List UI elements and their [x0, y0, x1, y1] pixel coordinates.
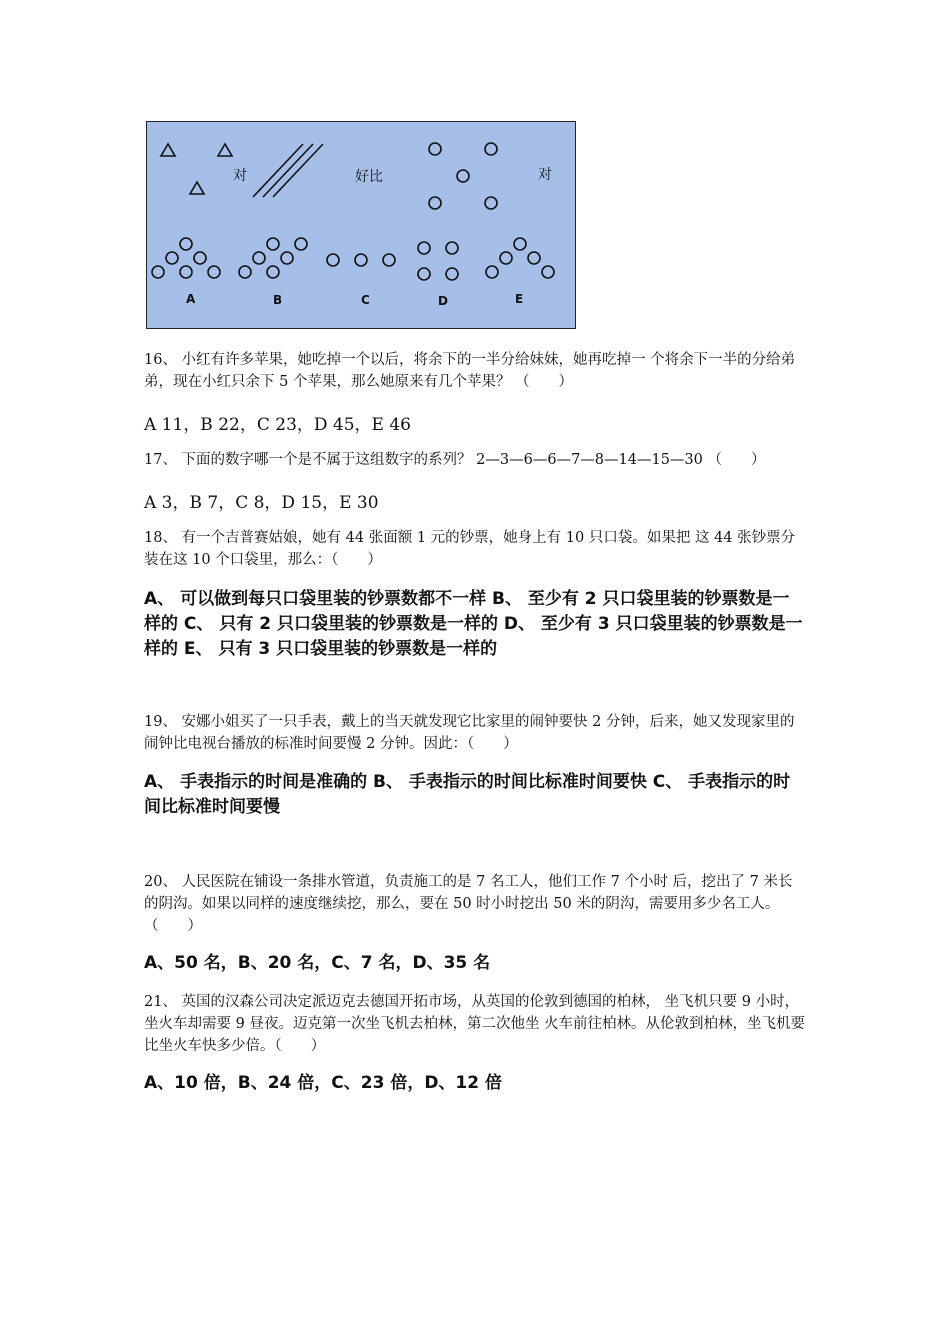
options-17: A 3，B 7，C 8，D 15，E 30	[144, 493, 379, 513]
circle-shape	[486, 266, 498, 278]
circle-shape	[383, 254, 395, 266]
question-19: 19、 安娜小姐买了一只手表，戴上的当天就发现它比家里的闹钟要快 2 分钟，后来，她又发现家里的闹钟比电视台播放的标准时间要慢 2 分钟。因此：（ ）	[144, 714, 795, 752]
circle-shape	[152, 266, 164, 278]
option-label-d: D	[438, 294, 448, 308]
question-16: 16、 小红有许多苹果，她吃掉一个以后，将余下的一半分给妹妹，她再吃掉一 个将余下一半的分给弟弟，现在小红只余下 5 个苹果，那么她原来有几个苹果？ （ ）	[144, 352, 796, 390]
figure-drawing	[147, 122, 577, 330]
label-haobi: 好比	[355, 169, 383, 185]
options-16: A 11，B 22，C 23，D 45，E 46	[144, 415, 411, 435]
puzzle-figure	[146, 121, 576, 329]
question-21: 21、 英国的汉森公司决定派迈克去德国开拓市场，从英国的伦敦到德国的柏林， 坐飞机只要 9 小时，坐火车却需要 9 昼夜。迈克第一次坐飞机去柏林，第二次他坐 火车前往柏林。从伦敦到柏林，坐飞机要比坐火车快多少倍。（ ）	[144, 994, 806, 1054]
circle-shape	[457, 170, 469, 182]
triangle-shape	[161, 144, 175, 156]
circle-shape	[253, 252, 265, 264]
circle-shape	[528, 252, 540, 264]
circle-shape	[429, 143, 441, 155]
option-label-e: E	[515, 292, 524, 306]
circle-shape	[418, 268, 430, 280]
circle-shape	[485, 197, 497, 209]
circle-shape	[542, 266, 554, 278]
circle-shape	[194, 252, 206, 264]
circle-shape	[166, 252, 178, 264]
question-20: 20、 人民医院在铺设一条排水管道，负责施工的是 7 名工人，他们工作 7 个小时 后，挖出了 7 米长的阴沟。如果以同样的速度继续挖，那么，要在 50 时小时挖出 50 米的阴沟，需要用多少名工人。（ ）	[144, 874, 793, 934]
circle-shape	[485, 143, 497, 155]
question-17: 17、 下面的数字哪一个是不属于这组数字的系列？ 2—3—6—6—7—8—14—15—30 （ ）	[144, 452, 766, 468]
options-19: A、 手表指示的时间是准确的 B、 手表指示的时间比标准时间要快 C、 手表指示的时间比标准时间要慢	[144, 772, 791, 817]
circle-shape	[267, 238, 279, 250]
circle-shape	[500, 252, 512, 264]
question-18: 18、 有一个吉普赛姑娘，她有 44 张面额 1 元的钞票，她身上有 10 只口袋。如果把 这 44 张钞票分装在这 10 个口袋里，那么：（ ）	[144, 530, 796, 568]
option-label-b: B	[273, 293, 283, 307]
circle-shape	[180, 266, 192, 278]
circle-shape	[429, 197, 441, 209]
circle-shape	[239, 266, 251, 278]
triangle-shape	[190, 182, 204, 194]
circle-shape	[327, 254, 339, 266]
option-label-c: C	[361, 293, 370, 307]
circle-shape	[180, 238, 192, 250]
triangle-shape	[218, 144, 232, 156]
options-20: A、50 名，B、20 名，C、7 名，D、35 名	[144, 953, 491, 973]
diagonal-line	[263, 144, 313, 197]
options-21: A、10 倍，B、24 倍，C、23 倍，D、12 倍	[144, 1073, 503, 1093]
diagonal-line	[253, 144, 303, 197]
circle-shape	[446, 242, 458, 254]
diagonal-line	[273, 144, 323, 197]
options-18: A、 可以做到每只口袋里装的钞票数都不一样 B、 至少有 2 只口袋里装的钞票数是一样的 C、 只有 2 只口袋里装的钞票数是一样的 D、 至少有 3 只口袋里装的钞票数是一样的 E、 只有 3 只口袋里装的钞票数是一样的	[144, 589, 803, 659]
circle-shape	[418, 242, 430, 254]
label-dui-right: 对	[538, 167, 552, 183]
circle-shape	[295, 238, 307, 250]
circle-shape	[355, 254, 367, 266]
circle-shape	[267, 266, 279, 278]
circle-shape	[281, 252, 293, 264]
option-label-a: A	[186, 292, 196, 306]
circle-shape	[446, 268, 458, 280]
label-dui-left: 对	[233, 168, 247, 184]
circle-shape	[514, 238, 526, 250]
circle-shape	[208, 266, 220, 278]
